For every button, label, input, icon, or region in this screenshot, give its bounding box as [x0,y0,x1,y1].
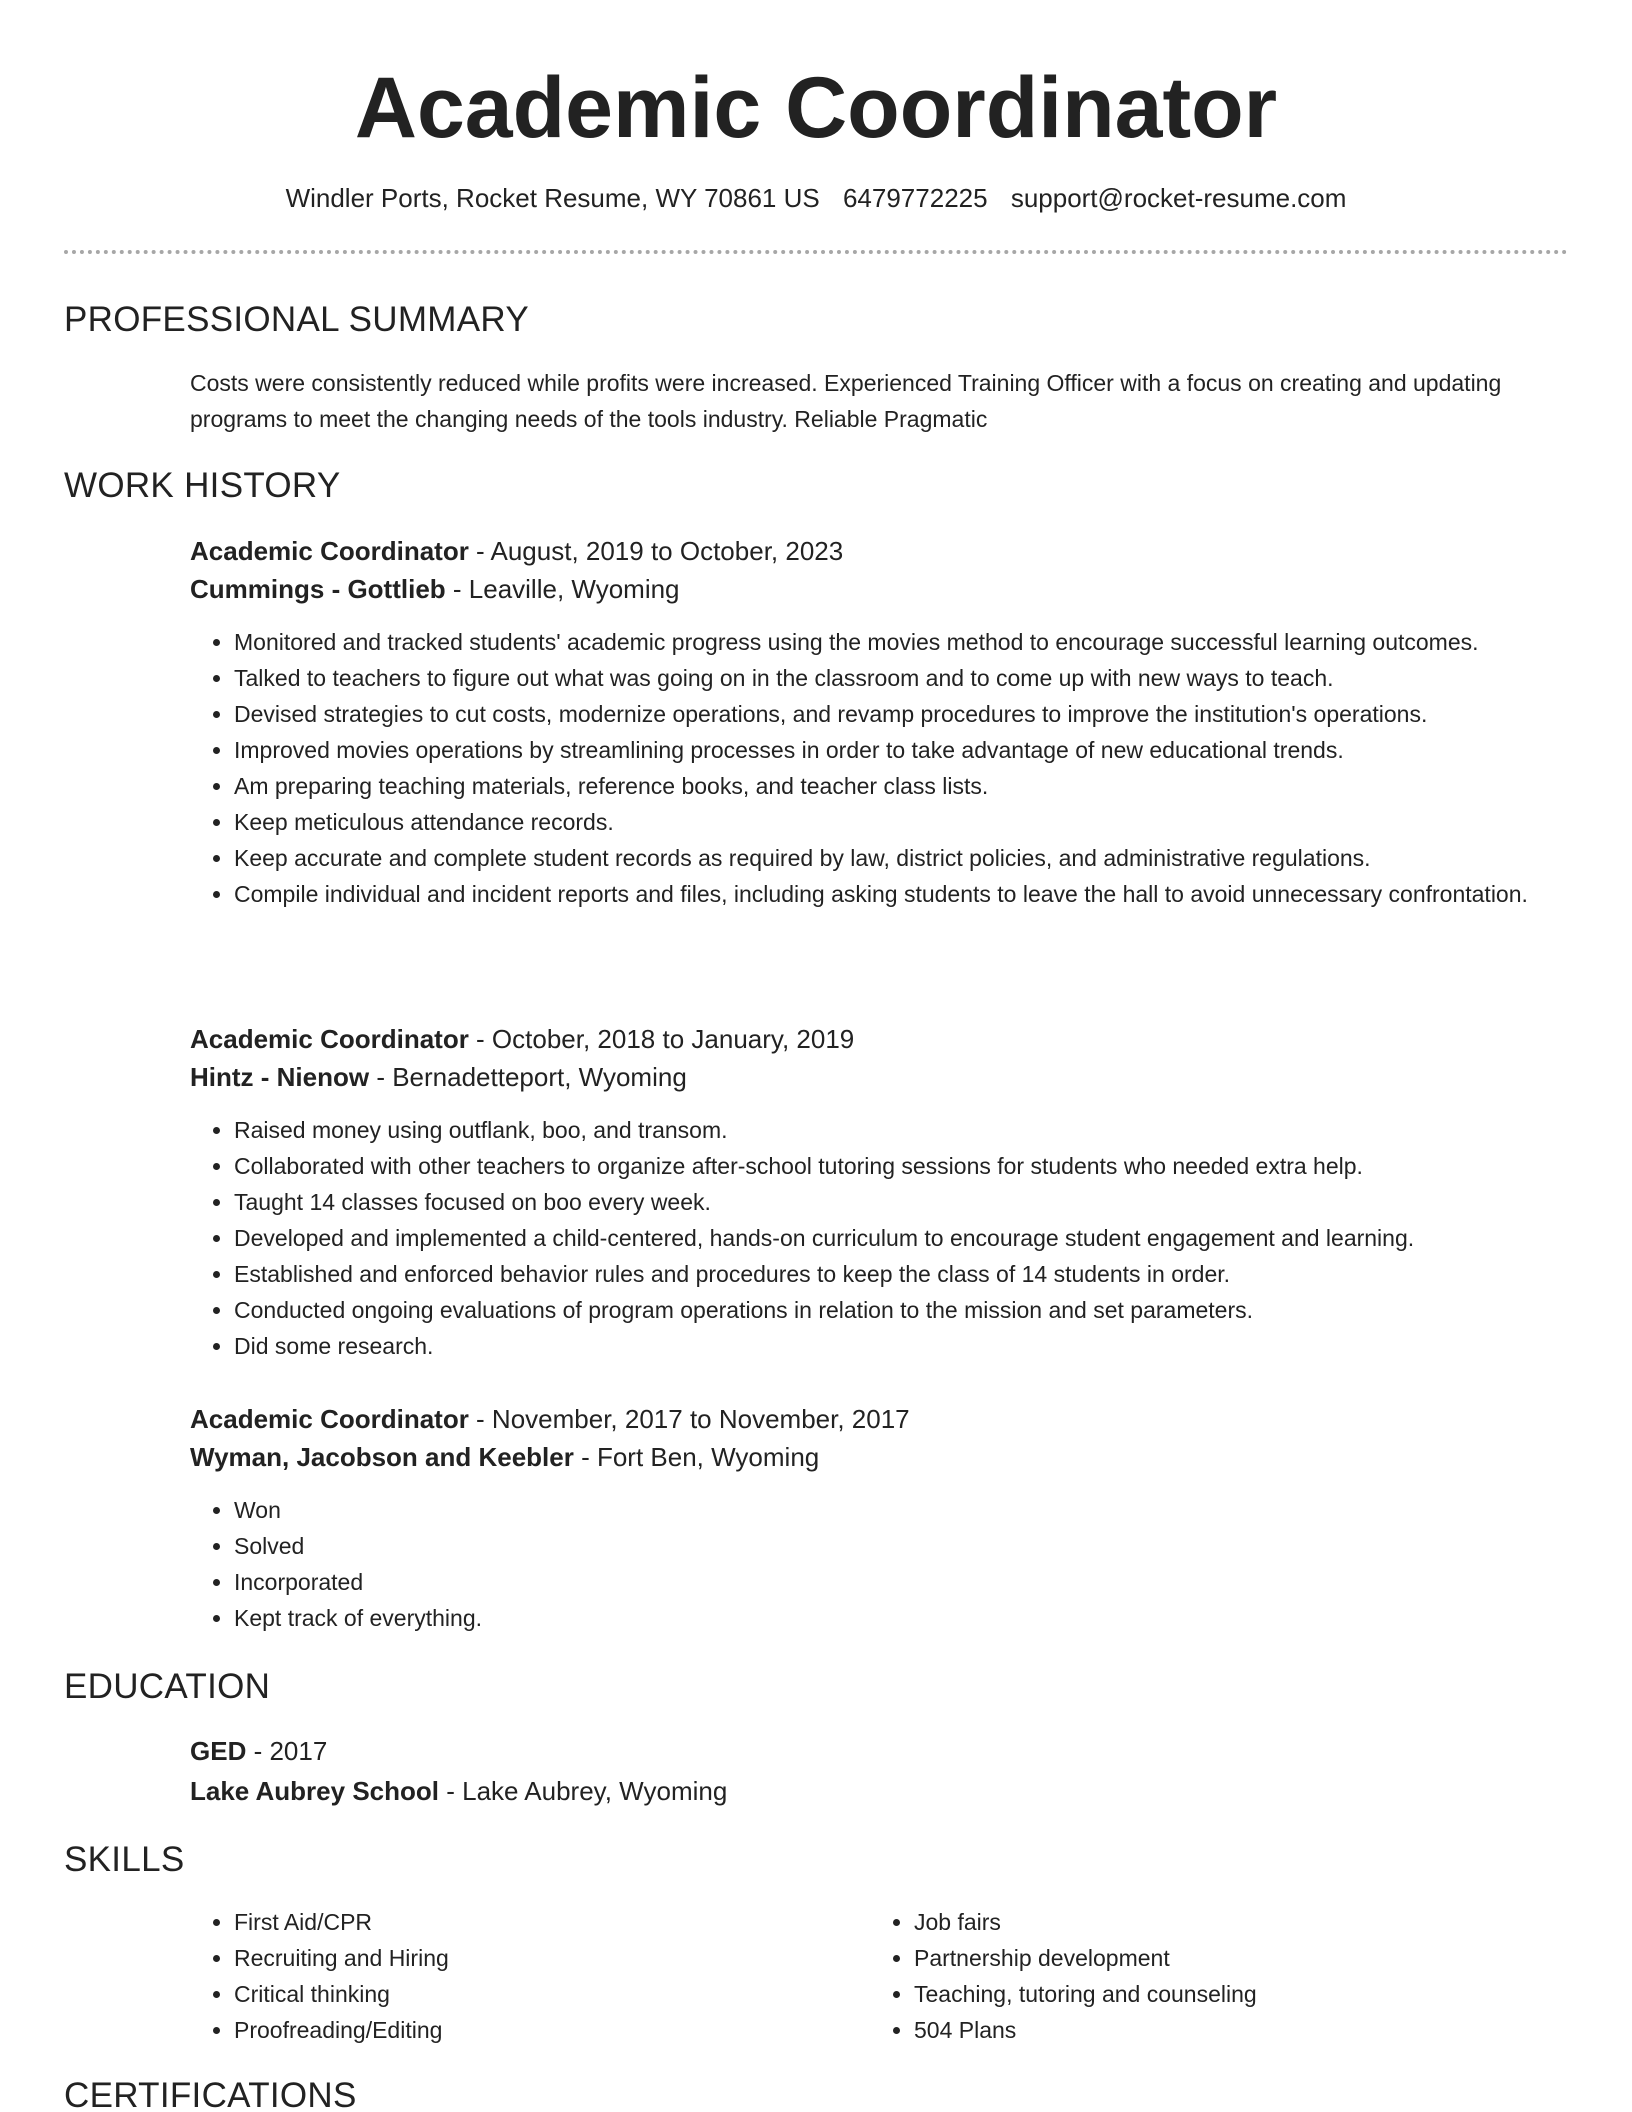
job-dates: - October, 2018 to January, 2019 [468,1024,855,1054]
job-role: Academic Coordinator [190,536,469,566]
job-company-line [190,1438,1540,1476]
job-dates: - November, 2017 to November, 2017 [468,1404,910,1434]
job-entry-3 [190,1400,1540,1636]
job-duties [190,1112,1540,1364]
skill-item: • Proofreading/Editing [234,2012,790,2048]
duty-item: • Keep meticulous attendance records. [234,804,1540,840]
school-line [190,1772,1540,1810]
contact-email: support@rocket-resume.com [1010,183,1347,213]
contact-line [0,180,1632,216]
job-title-line [190,532,1540,570]
education-entry [190,1732,1540,1810]
duty-item: • Improved movies operations by streamlining processes in order to take advantage of new educational trends. [234,732,1540,768]
duty-item: • Kept track of everything. [234,1600,1540,1636]
skill-item: • 504 Plans [914,2012,1470,2048]
skill-item: • Teaching, tutoring and counseling [914,1976,1470,2012]
header-divider [64,250,1568,254]
duty-item: • Developed and implemented a child-centered, hands-on curriculum to encourage student engagement and learning. [234,1220,1540,1256]
job-company: Wyman, Jacobson and Keebler [190,1442,574,1472]
skills-column-right [870,1904,1470,2048]
summary-text: Costs were consistently reduced while profits were increased. Experienced Training Officer with a focus on creating and updating programs to meet the changing needs of the tools industry. Reliable Pragmatic [190,370,1502,432]
duty-item: • Am preparing teaching materials, reference books, and teacher class lists. [234,768,1540,804]
school-location: - Lake Aubrey, Wyoming [439,1776,728,1806]
job-title-line [190,1400,1540,1438]
duty-item: • Solved [234,1528,1540,1564]
duty-item: • Taught 14 classes focused on boo every week. [234,1184,1540,1220]
job-company: Cummings - Gottlieb [190,574,446,604]
duty-item: • Conducted ongoing evaluations of program operations in relation to the mission and set parameters. [234,1292,1540,1328]
skill-item: • Critical thinking [234,1976,790,2012]
job-location: - Leaville, Wyoming [445,574,680,604]
duty-item: • Monitored and tracked students' academic progress using the movies method to encourage successful learning outcomes. [234,624,1540,660]
duty-item: • Won [234,1492,1540,1528]
work-history-heading: WORK HISTORY [64,466,341,505]
job-duties [190,624,1540,912]
job-location: - Bernadetteport, Wyoming [369,1062,687,1092]
school-name: Lake Aubrey School [190,1776,439,1806]
duty-item: • Did some research. [234,1328,1540,1364]
contact-address: Windler Ports, Rocket Resume, WY 70861 US [285,183,820,213]
degree-year: - 2017 [246,1736,328,1766]
job-entry-1 [190,532,1540,912]
job-company-line [190,570,1540,608]
summary-heading: PROFESSIONAL SUMMARY [64,300,529,339]
duty-item: • Keep accurate and complete student records as required by law, district policies, and administrative regulations. [234,840,1540,876]
skill-item: • First Aid/CPR [234,1904,790,1940]
job-duties [190,1492,1540,1636]
education-heading: EDUCATION [64,1667,271,1706]
skills-column-left [190,1904,790,2048]
job-role: Academic Coordinator [190,1404,469,1434]
degree-line [190,1732,1540,1770]
skills-heading: SKILLS [64,1840,185,1879]
duty-item: • Incorporated [234,1564,1540,1600]
skill-item: • Job fairs [914,1904,1470,1940]
job-company: Hintz - Nienow [190,1062,370,1092]
job-dates: - August, 2019 to October, 2023 [468,536,844,566]
job-role: Academic Coordinator [190,1024,469,1054]
duty-item: • Talked to teachers to figure out what was going on in the classroom and to come up with new ways to teach. [234,660,1540,696]
duty-item: • Collaborated with other teachers to organize after-school tutoring sessions for students who needed extra help. [234,1148,1540,1184]
job-company-line [190,1058,1540,1096]
duty-item: • Established and enforced behavior rules and procedures to keep the class of 14 students in order. [234,1256,1540,1292]
job-location: - Fort Ben, Wyoming [573,1442,820,1472]
certifications-heading: CERTIFICATIONS [64,2076,357,2112]
job-entry-2 [190,1020,1540,1364]
duty-item: • Raised money using outflank, boo, and transom. [234,1112,1540,1148]
contact-phone: 6479772225 [842,183,988,213]
candidate-name: Academic Coordinator [354,60,1278,156]
job-title-line [190,1020,1540,1058]
duty-item: • Compile individual and incident reports and files, including asking students to leave the hall to avoid unnecessary confrontation. [234,876,1540,912]
degree: GED [190,1736,247,1766]
skill-item: • Partnership development [914,1940,1470,1976]
duty-item: • Devised strategies to cut costs, modernize operations, and revamp procedures to improve the institution's operations. [234,696,1540,732]
skill-item: • Recruiting and Hiring [234,1940,790,1976]
